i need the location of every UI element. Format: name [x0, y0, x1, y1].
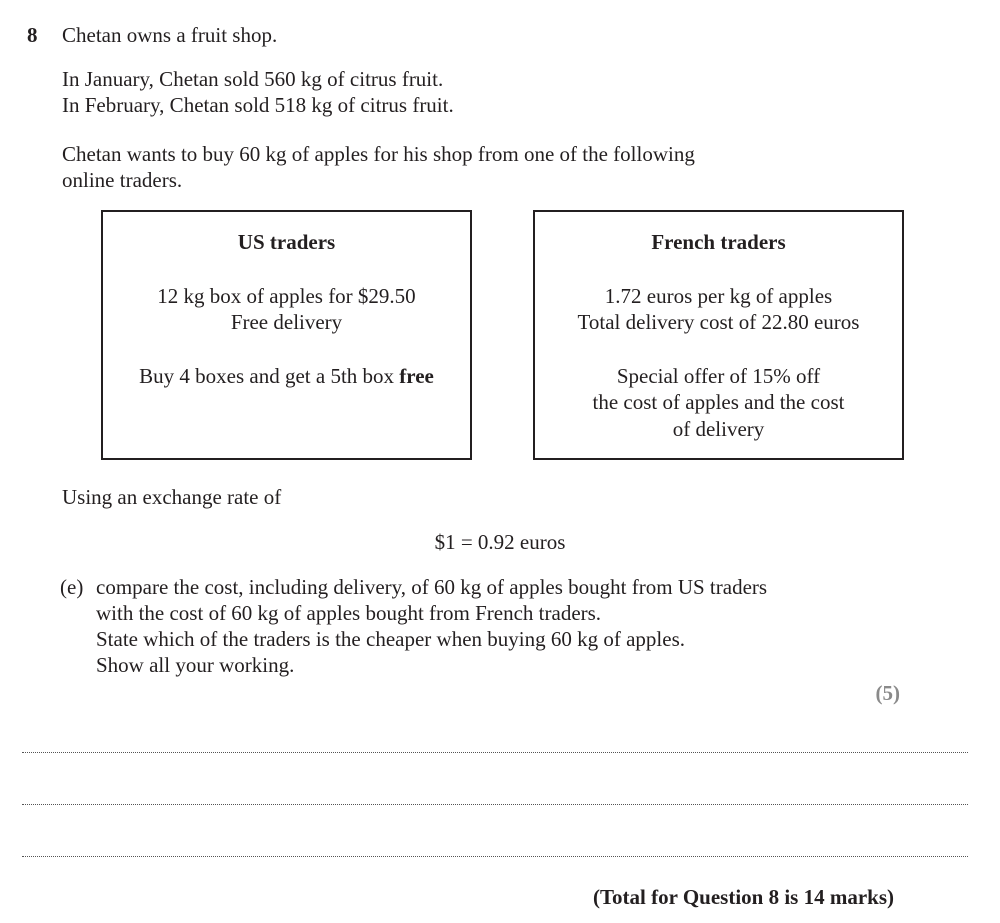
exchange-intro: Using an exchange rate of: [62, 485, 282, 509]
wants-line-2: online traders.: [62, 168, 183, 192]
answer-line-1[interactable]: [22, 752, 968, 753]
wants-line-1: Chetan wants to buy 60 kg of apples for his shop from one of the following: [62, 142, 695, 166]
french-traders-box: [533, 210, 904, 460]
part-e-line-1: compare the cost, including delivery, of 60 kg of apples bought from US traders: [96, 575, 768, 599]
us-offer-text: Buy 4 boxes and get a 5th box: [139, 363, 400, 388]
french-delivery: Total delivery cost of 22.80 euros: [577, 310, 860, 334]
us-traders-box: [101, 210, 472, 460]
us-price: 12 kg box of apples for $29.50: [157, 283, 416, 308]
january-sales: In January, Chetan sold 560 kg of citrus fruit.: [62, 67, 444, 91]
part-e-label: (e): [60, 575, 84, 599]
total-marks: (Total for Question 8 is 14 marks): [592, 885, 894, 909]
french-offer-2: the cost of apples and the cost: [592, 390, 845, 414]
us-offer: [103, 363, 470, 390]
french-price: 1.72 euros per kg of apples: [604, 283, 833, 308]
february-sales: In February, Chetan sold 518 kg of citrus fruit.: [62, 93, 454, 117]
french-offer-3: of delivery: [672, 416, 765, 441]
us-traders-title: US traders: [237, 230, 336, 254]
exchange-rate: $1 = 0.92 euros: [434, 530, 566, 554]
us-offer-free: free: [399, 363, 434, 388]
us-delivery: Free delivery: [230, 310, 343, 334]
french-offer-1: Special offer of 15% off: [616, 363, 821, 388]
part-e-line-2: with the cost of 60 kg of apples bought from French traders.: [96, 601, 602, 625]
answer-line-2[interactable]: [22, 804, 968, 805]
part-e-line-3: State which of the traders is the cheaper when buying 60 kg of apples.: [96, 627, 685, 651]
answer-line-3[interactable]: [22, 856, 968, 857]
marks-indicator: (5): [875, 681, 900, 705]
part-e-line-4: Show all your working.: [96, 653, 295, 677]
question-number: 8: [27, 23, 38, 47]
french-traders-title: French traders: [651, 230, 786, 254]
question-intro: Chetan owns a fruit shop.: [62, 23, 278, 47]
